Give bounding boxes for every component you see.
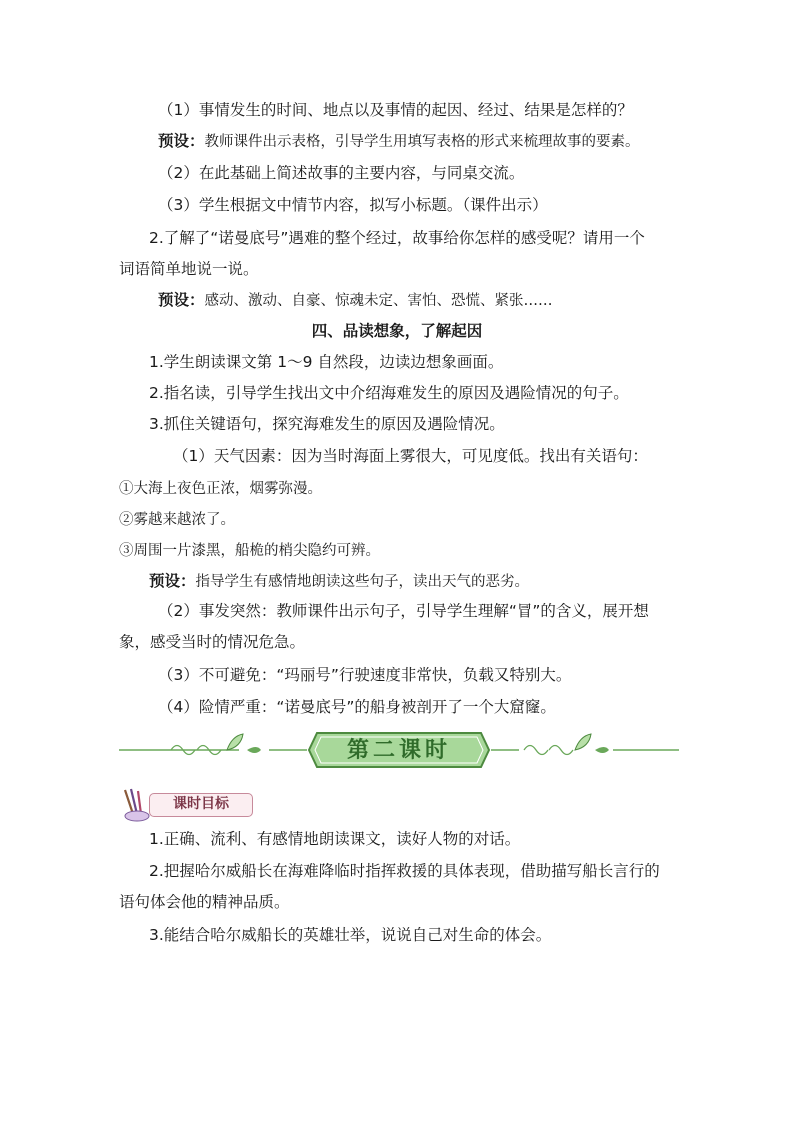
weather-factor: （1）天气因素：因为当时海面上雾很大，可见度低。找出有关语句： — [173, 447, 648, 465]
lesson-divider — [119, 727, 679, 773]
goal-3: 3.能结合哈尔威船长的英雄壮举，说说自己对生命的体会。 — [149, 926, 552, 944]
item-2-line-1: 2.了解了“诺曼底号”遇难的整个经过，故事给你怎样的感受呢？请用一个 — [149, 229, 645, 247]
preset-text: 教师课件出示表格，引导学生用填写表格的形式来梳理故事的要素。 — [204, 134, 640, 150]
preset-text: 指导学生有感情地朗读这些句子，读出天气的恶劣。 — [195, 574, 530, 590]
section-4-step-2: 2.指名读，引导学生找出文中介绍海难发生的原因及遇险情况的句子。 — [149, 384, 629, 402]
item-2-line-2: 词语简单地说一说。 — [119, 260, 259, 278]
preset-text: 感动、激动、自豪、惊魂未定、害怕、恐慌、紧张…… — [204, 293, 553, 309]
question-1: （1）事情发生的时间、地点以及事情的起因、经过、结果是怎样的？ — [158, 101, 633, 119]
section-4-heading: 四、品读想象，了解起因 — [311, 322, 483, 340]
section-4-step-1: 1.学生朗读课文第 1～9 自然段，边读边想象画面。 — [149, 353, 504, 371]
unavoidable: （3）不可避免：“玛丽号”行驶速度非常快，负载又特别大。 — [158, 666, 572, 684]
goal-1: 1.正确、流利、有感情地朗读课文，读好人物的对话。 — [149, 830, 521, 848]
sudden-event-line-2: 象，感受当时的情况危急。 — [119, 633, 306, 651]
preset-3 — [149, 570, 709, 593]
lesson-banner — [307, 731, 491, 769]
preset-label: 预设： — [158, 291, 205, 309]
question-3: （3）学生根据文中情节内容，拟写小标题。（课件出示） — [158, 196, 548, 214]
lesson-goal-badge — [119, 788, 259, 822]
goal-2-line-1: 2.把握哈尔威船长在海难降临时指挥救援的具体表现，借助描写船长言行的 — [149, 862, 660, 880]
preset-label: 预设： — [158, 132, 205, 150]
sudden-event-line-1: （2）事发突然：教师课件出示句子，引导学生理解“冒”的含义，展开想 — [158, 602, 649, 620]
question-2: （2）在此基础上简述故事的主要内容，与同桌交流。 — [158, 164, 525, 182]
preset-2 — [158, 289, 718, 312]
badge-label: 课时目标 — [149, 793, 253, 817]
severe-danger: （4）险情严重：“诺曼底号”的船身被剖开了一个大窟窿。 — [158, 698, 556, 716]
banner-title: 第二课时 — [346, 737, 451, 763]
preset-label: 预设： — [149, 572, 196, 590]
preset-1 — [158, 130, 718, 153]
quote-2: ②雾越来越浓了。 — [119, 512, 235, 528]
section-4-step-3: 3.抓住关键语句，探究海难发生的原因及遇险情况。 — [149, 415, 505, 433]
goal-2-line-2: 语句体会他的精神品质。 — [119, 893, 290, 911]
quote-1: ①大海上夜色正浓，烟雾弥漫。 — [119, 481, 322, 497]
quote-3: ③周围一片漆黑，船桅的梢尖隐约可辨。 — [119, 543, 380, 559]
